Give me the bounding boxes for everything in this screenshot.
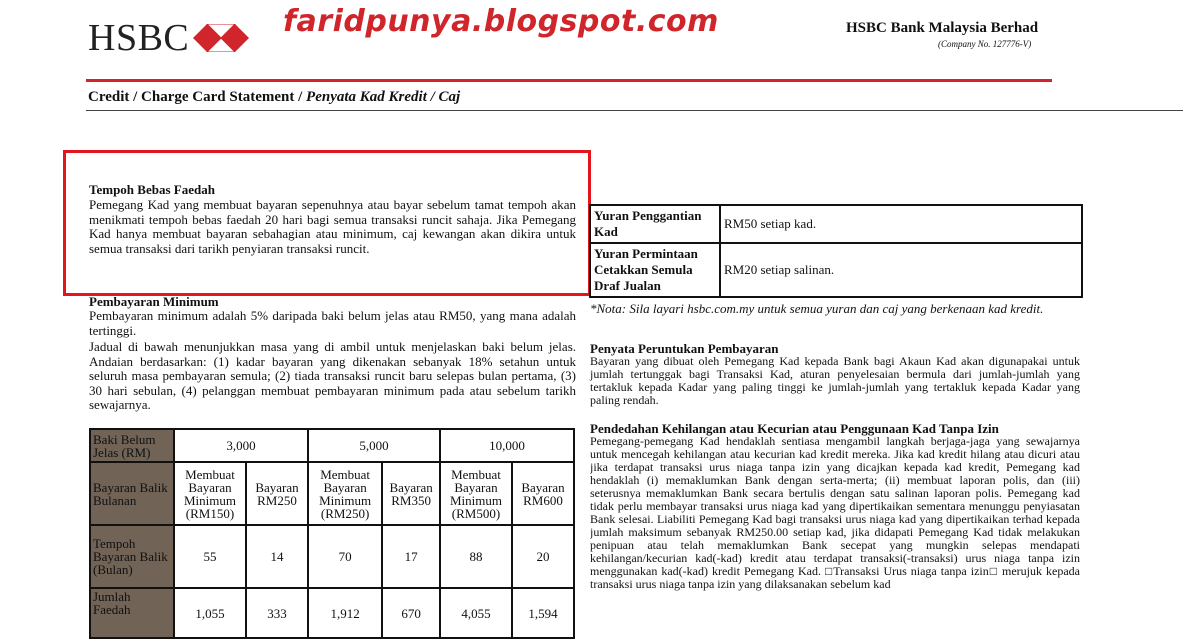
minimum-payment-para1: Pembayaran minimum adalah 5% daripada baki belum jelas atau RM50, yang mana adalah tertinggi. [89,308,576,338]
faedah-cell: 333 [246,588,308,638]
balance-cell: 5,000 [308,429,440,462]
blog-watermark: faridpunya.blogspot.com [283,4,719,39]
balance-cell: 10,000 [440,429,574,462]
allocation-title: Penyata Peruntukan Pembayaran [590,341,779,356]
interest-free-body: Pemegang Kad yang membuat bayaran sepenuhnya atau bayar sebelum tamat tempoh akan menikmati tempoh bebas faedah 20 hari bagi semua transaksi runcit sahaja. Jika Pemegang Kad hanya membuat bayaran sebahagian atau minimum, caj kewangan akan dikira untuk semua transaksi dari tarikh penyiaran transaksi runcit. [89,197,576,256]
statement-title [88,89,460,106]
row-header-baki: Baki Belum Jelas (RM) [90,429,174,462]
bank-name: HSBC Bank Malaysia Berhad [846,20,1039,36]
loss-title: Pendedahan Kehilangan atau Kecurian atau Penggunaan Kad Tanpa Izin [590,421,999,436]
row-header-tempoh: Tempoh Bayaran Balik (Bulan) [90,525,174,588]
faedah-cell: 1,594 [512,588,574,638]
minimum-payment-para2: Jadual di bawah menunjukkan masa yang di ambil untuk menjelaskan baki belum jelas. Andaian berdasarkan: (1) kadar bayaran yang dikenakan sebanyak 18% setahun untuk seluruh masa pembayaran semula; (2) tiada transaksi runcit baru selepas bulan pertama, (3) 30 hari sebulan, (4) pelanggan membuat pembayaran minimum pada atau sebelum tarikh sewajarnya. [89,339,576,412]
option-cell: Membuat Bayaran Minimum (RM150) [174,462,246,525]
minimum-payment-title: Pembayaran Minimum [89,294,219,309]
hsbc-hexagon-logo-icon [193,24,249,52]
fee-value: RM20 setiap salinan. [720,243,1082,297]
header-red-rule [86,79,1052,82]
faedah-cell: 1,055 [174,588,246,638]
statement-title-en: Credit / Charge Card Statement / [88,89,307,105]
repayment-table [89,428,575,639]
tempoh-cell: 88 [440,525,512,588]
faedah-cell: 1,912 [308,588,382,638]
balance-cell: 3,000 [174,429,308,462]
fee-value: RM50 setiap kad. [720,205,1082,243]
option-cell: Membuat Bayaran Minimum (RM500) [440,462,512,525]
tempoh-cell: 17 [382,525,440,588]
tempoh-cell: 14 [246,525,308,588]
statement-title-ms: Penyata Kad Kredit / Caj [306,89,461,105]
tempoh-cell: 20 [512,525,574,588]
tempoh-cell: 55 [174,525,246,588]
table-row [90,462,574,525]
table-row [590,205,1082,243]
option-cell: Membuat Bayaran Minimum (RM250) [308,462,382,525]
table-row [90,525,574,588]
row-header-bayaran: Bayaran Balik Bulanan [90,462,174,525]
row-header-faedah: Jumlah Faedah [90,588,174,638]
option-cell: Bayaran RM350 [382,462,440,525]
table-row [590,243,1082,297]
fee-label: Yuran Permintaan Cetakkan Semula Draf Jualan [590,243,720,297]
loss-body: Pemegang-pemegang Kad hendaklah sentiasa mengambil langkah berjaga-jaga yang sewajarnya untuk mencegah kehilangan atau kecurian kad kredit mereka. Jika kad kredit hilang atau dicuri atau jika terdapat transaksi urus niaga tanpa izin yang dicajkan kepada kad kredit, Pemegang kad hendaklah (i) memaklumkan Bank dengan serta-merta; (ii) membuat laporan polis, dan (iii) seterusnya memaklumkan Bank secara bertulis dengan satu salinan laporan polis. Pemegang kad tidak perlu membayar transaksi urus niaga kad yang dipertikaikan sementara menunggu penyiasatan Bank selesai. Liabiliti Pemegang Kad bagi transaksi urus niaga kad yang dipertikaikan terhad kepada jumlah maksimum sebanyak RM250.00 setiap kad, jika didapati Pemegang Kad tidak melakukan penipuan atau telah memaklumkan Bank secepat yang mungkin selepas mendapati kehilangan/kecurian kad(-kad) kredit atau terdapat transaksi(-transaksi) urus niaga tanpa izin menggunakan kad(-kad) kredit Pemegang Kad. □Transaksi Urus niaga tanpa izin□ merujuk kepada transaksi urus niaga tanpa izin yang dilaksanakan sebelum kad [590,435,1080,591]
interest-free-title: Tempoh Bebas Faedah [89,182,215,197]
company-number: (Company No. 127776-V) [938,39,1032,49]
option-cell: Bayaran RM600 [512,462,574,525]
table-row [90,588,574,638]
fees-table [589,204,1083,298]
allocation-body: Bayaran yang dibuat oleh Pemegang Kad kepada Bank bagi Akaun Kad akan digunapakai untuk jumlah tertunggak bagi Transaksi Kad, aturan penyelesaian bermula dari jumlah-jumlah yang tertakluk kepada Kadar yang paling tinggi ke jumlah-jumlah yang tertakluk kepada Kadar yang paling rendah. [590,354,1080,407]
hsbc-logo-text: HSBC [88,17,190,59]
table-row [90,429,574,462]
tempoh-cell: 70 [308,525,382,588]
fees-note: *Nota: Sila layari hsbc.com.my untuk semua yuran dan caj yang berkenaan kad kredit. [590,301,1044,316]
faedah-cell: 670 [382,588,440,638]
faedah-cell: 4,055 [440,588,512,638]
header-divider [86,110,1183,111]
fee-label: Yuran Penggantian Kad [590,205,720,243]
option-cell: Bayaran RM250 [246,462,308,525]
